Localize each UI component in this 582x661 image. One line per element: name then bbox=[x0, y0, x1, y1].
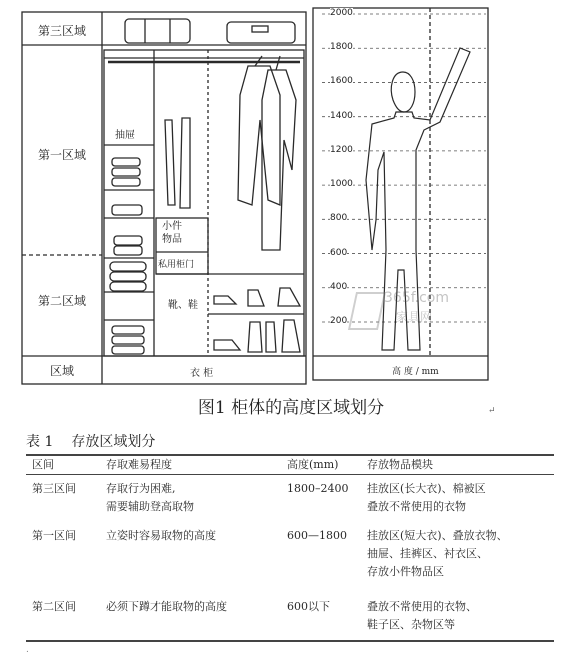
height-axis-label: 高 度 / mm bbox=[392, 367, 439, 377]
folded-clothes-icon bbox=[112, 336, 144, 344]
small-items-label bbox=[162, 220, 182, 246]
items-line: 抽屉、挂裤区、衬衣区、 bbox=[367, 547, 488, 560]
folded-clothes-icon bbox=[112, 346, 144, 354]
scale-tick-label: 1000 bbox=[330, 179, 353, 190]
table-bottom-rule bbox=[26, 640, 554, 642]
tie-icon bbox=[165, 120, 175, 205]
folded-clothes-icon bbox=[110, 282, 146, 291]
table-header-difficulty: 存取难易程度 bbox=[106, 458, 172, 471]
table-row-items bbox=[367, 598, 477, 634]
items-line: 挂放区(短大衣)、叠放衣物、 bbox=[367, 529, 508, 542]
folded-clothes-icon bbox=[112, 326, 144, 334]
table-header-rule bbox=[26, 474, 554, 475]
difficulty-line: 需要辅助登高取物 bbox=[106, 500, 194, 513]
scale-tick-label: 1600 bbox=[330, 76, 353, 87]
table-title-text: 存放区域划分 bbox=[71, 434, 156, 450]
table-row-difficulty bbox=[106, 527, 216, 545]
cabinet-label: 衣 柜 bbox=[190, 368, 214, 379]
folded-clothes-icon bbox=[112, 168, 140, 176]
table-row-difficulty bbox=[106, 598, 227, 616]
zone-header-label: 区域 bbox=[49, 364, 74, 378]
scale-tick-label: 1400 bbox=[330, 110, 353, 121]
scale-tick-label: 1800 bbox=[330, 42, 353, 53]
table-row-height: 600以下 bbox=[287, 600, 330, 613]
folded-clothes-icon bbox=[112, 205, 142, 215]
paragraph-mark: ↵ bbox=[488, 406, 496, 416]
watermark-sub: 家具网 bbox=[396, 310, 433, 324]
zone-first-label: 第一区域 bbox=[37, 148, 86, 162]
boot-icon bbox=[282, 320, 300, 352]
table-header-items: 存放物品模块 bbox=[367, 458, 433, 471]
site-watermark bbox=[352, 290, 472, 330]
table-row-zone: 第一区间 bbox=[32, 529, 76, 542]
corner-mark: . bbox=[26, 645, 29, 655]
coat-icon bbox=[238, 66, 280, 205]
scale-tick-label: 200 bbox=[330, 316, 348, 326]
table-row-items bbox=[367, 480, 486, 516]
folded-clothes-icon bbox=[114, 246, 142, 255]
scale-tick-label: 2000 bbox=[330, 8, 353, 18]
shoe-icon bbox=[214, 296, 236, 304]
items-line: 叠放不常使用的衣物 bbox=[367, 500, 466, 513]
boot-icon bbox=[266, 322, 276, 352]
table-row-zone: 第二区间 bbox=[32, 600, 76, 613]
items-line: 存放小件物品区 bbox=[367, 565, 444, 578]
difficulty-line: 立姿时容易取物的高度 bbox=[106, 529, 216, 542]
scale-tick-label: 800 bbox=[330, 213, 348, 224]
table-header-height: 高度(mm) bbox=[287, 458, 339, 471]
scale-tick-label: 1200 bbox=[330, 144, 353, 155]
table-row-height: 1800–2400 bbox=[287, 482, 349, 495]
difficulty-line: 必须下蹲才能取物的高度 bbox=[106, 600, 227, 613]
table-row-difficulty bbox=[106, 480, 194, 516]
folded-clothes-icon bbox=[112, 178, 140, 186]
zone-table-frame bbox=[22, 12, 306, 384]
zone-second-label: 第二区域 bbox=[37, 294, 86, 308]
table-row-items bbox=[367, 527, 508, 581]
shoe-icon bbox=[214, 340, 240, 350]
table-row-zone: 第三区间 bbox=[32, 482, 76, 495]
difficulty-line: 存取行为困难, bbox=[106, 482, 176, 495]
scale-tick-label: 400 bbox=[330, 281, 348, 292]
small-items-line: 物品 bbox=[162, 234, 182, 245]
zone-third-label: 第三区域 bbox=[37, 24, 86, 38]
table-row-height: 600—1800 bbox=[287, 529, 347, 542]
table-number: 表 1 bbox=[26, 434, 54, 450]
figure-caption: 图1 柜体的高度区域划分 bbox=[197, 398, 385, 418]
items-line: 鞋子区、杂物区等 bbox=[367, 618, 455, 631]
coat-icon bbox=[262, 70, 296, 250]
table-header-zone: 区间 bbox=[32, 458, 54, 471]
watermark-logo-icon bbox=[348, 292, 386, 330]
private-door-label: 私用柜门 bbox=[158, 260, 195, 270]
folded-clothes-icon bbox=[110, 272, 146, 281]
items-line: 叠放不常使用的衣物、 bbox=[367, 600, 477, 613]
shoes-boots-label: 靴、鞋 bbox=[168, 300, 198, 311]
belt-icon bbox=[180, 118, 190, 208]
scale-tick-label: 600 bbox=[330, 247, 348, 258]
items-line: 挂放区(长大衣)、棉被区 bbox=[367, 482, 486, 495]
watermark-site: 365f.com bbox=[384, 290, 449, 306]
folded-clothes-icon bbox=[112, 158, 140, 166]
boot-icon bbox=[248, 290, 264, 306]
suitcase-lock bbox=[252, 26, 268, 32]
boot-icon bbox=[278, 288, 300, 306]
suitcase-icon bbox=[125, 19, 190, 43]
human-head-icon bbox=[391, 72, 415, 112]
folded-clothes-icon bbox=[114, 236, 142, 245]
small-items-line: 小件 bbox=[162, 221, 182, 232]
boot-icon bbox=[248, 322, 262, 352]
drawer-label: 抽屉 bbox=[115, 130, 135, 141]
table-title bbox=[26, 431, 155, 451]
folded-clothes-icon bbox=[110, 262, 146, 271]
